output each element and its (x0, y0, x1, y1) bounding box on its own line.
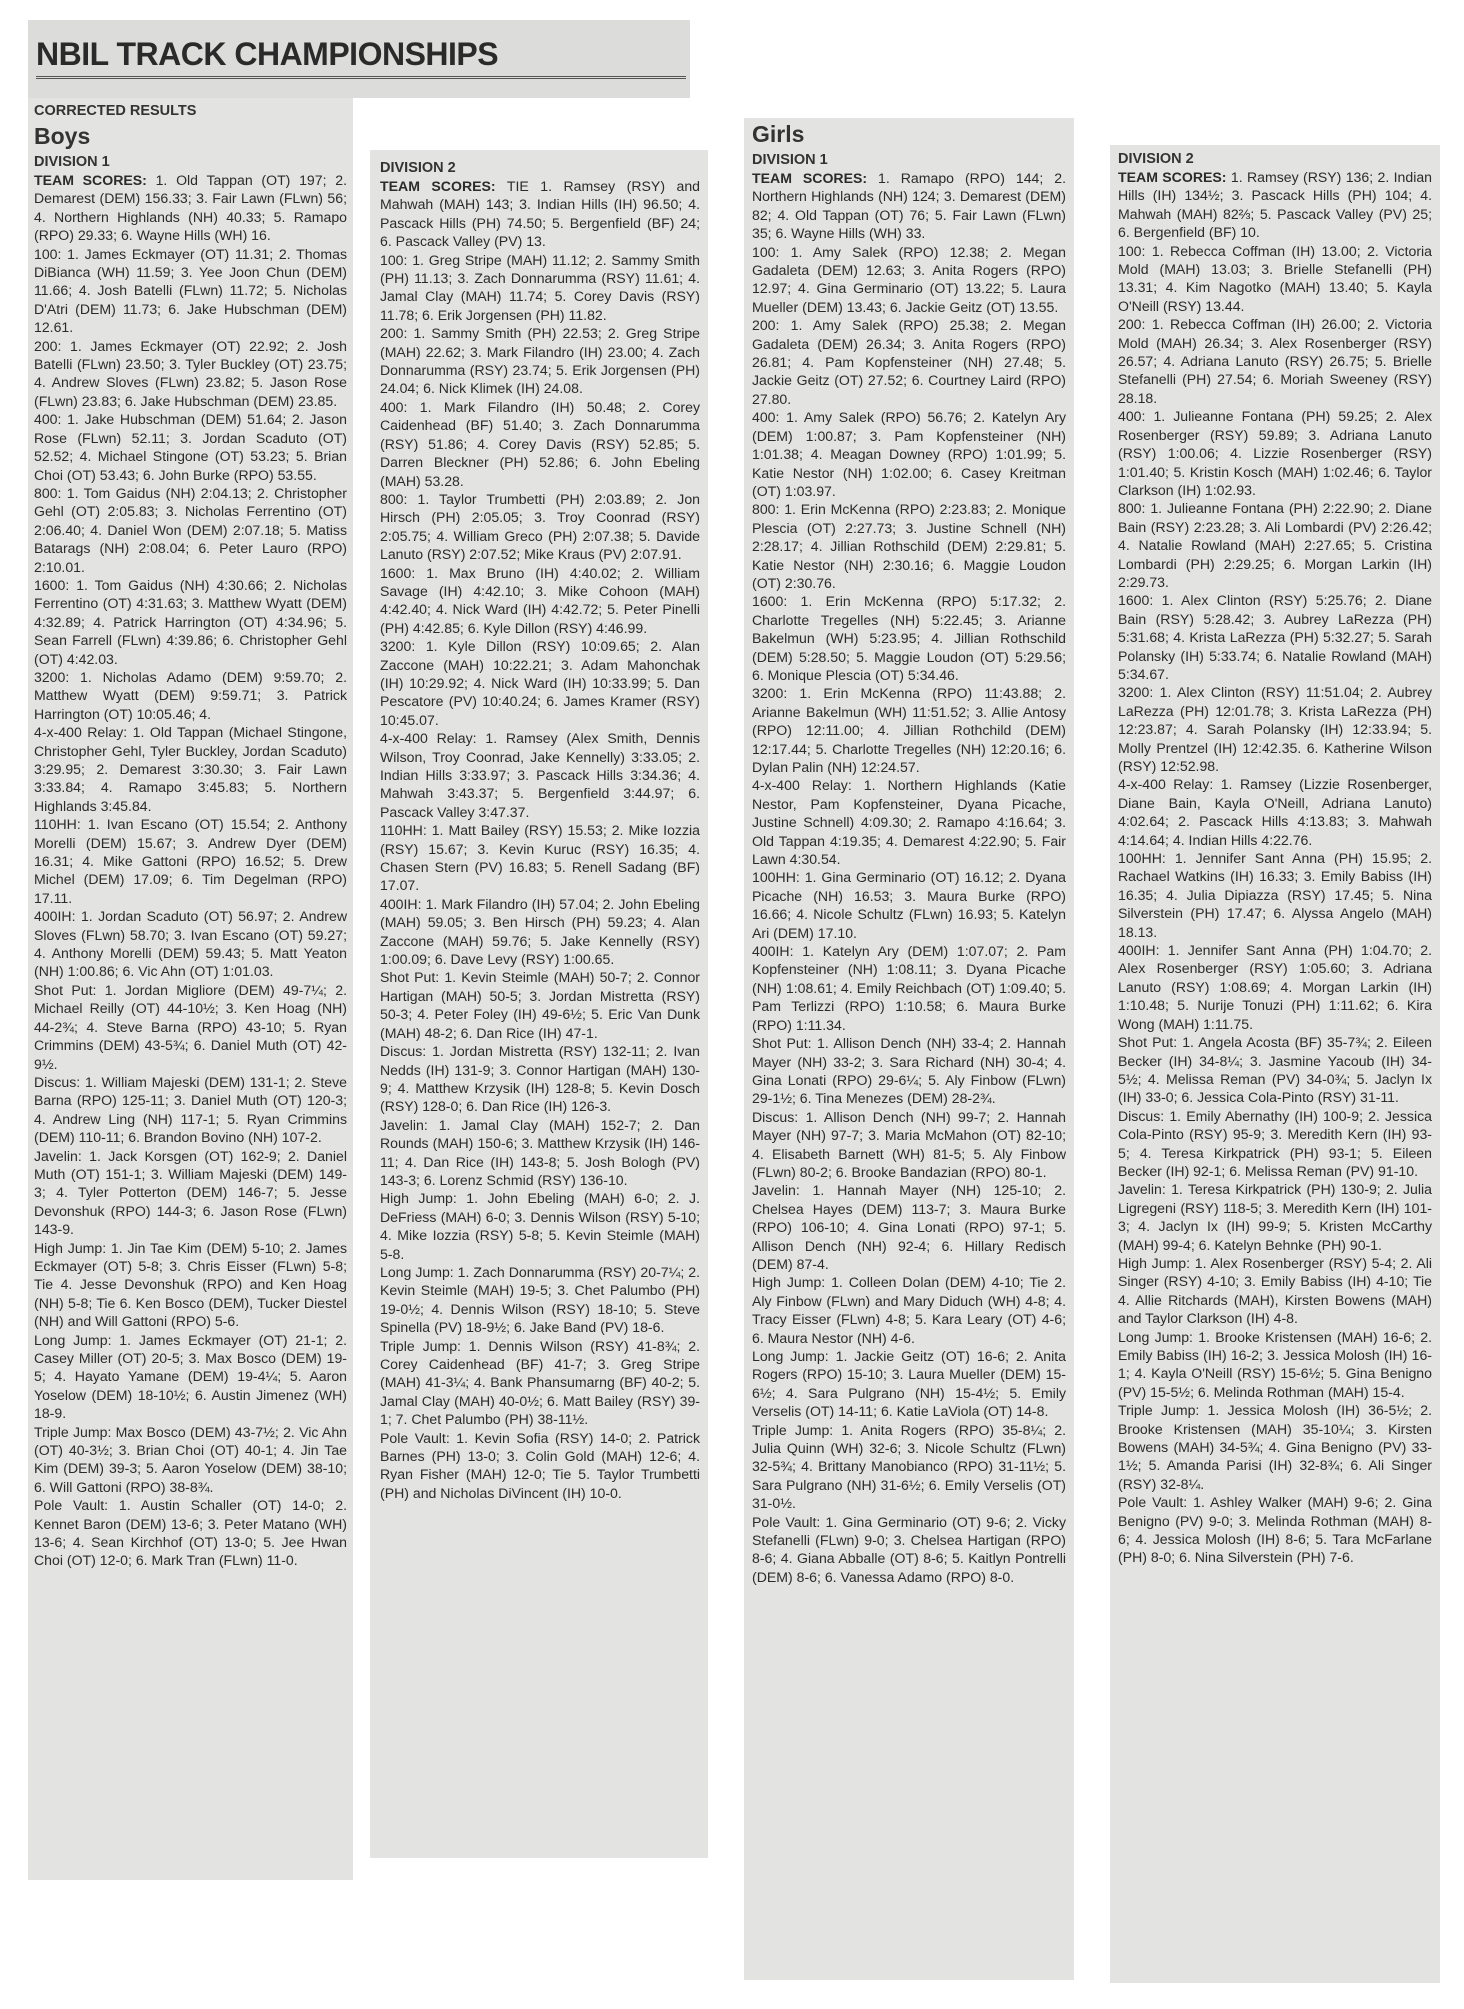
headline-rule (36, 76, 686, 79)
event-result: 400IH: 1. Mark Filandro (IH) 57.04; 2. John Ebeling (MAH) 59.05; 3. Ben Hirsch (PH) 59.23; 4. Alan Zaccone (MAH) 59.76; 5. Jake Kennelly (RSY) 1:00.09; 6. Dave Levy (RSY) 1:00.65. (380, 895, 700, 968)
event-result: 200: 1. Rebecca Coffman (IH) 26.00; 2. Victoria Mold (MAH) 26.34; 3. Alex Rosenberger (RSY) 26.57; 4. Adriana Lanuto (RSY) 26.75; 5. Brielle Stefanelli (PH) 27.54; 6. Moriah Sweeney (RSY) 28.18. (1118, 316, 1432, 406)
event-result: Shot Put: 1. Allison Dench (NH) 33-4; 2. Hannah Mayer (NH) 33-2; 3. Sara Richard (NH) 30-4; 4. Gina Lonati (RPO) 29-6¼; 5. Aly Finbow (FLwn) 29-1½; 6. Tina Menezes (DEM) 28-2¾. (752, 1035, 1066, 1107)
girls-division-2-heading: DIVISION 2 (1118, 151, 1194, 167)
event-result: Discus: 1. Allison Dench (NH) 99-7; 2. Hannah Mayer (NH) 97-7; 3. Maria McMahon (OT) 82-10; 4. Elisabeth Barnett (WH) 81-5; 5. Aly Finbow (FLwn) 80-2; 6. Brooke Bandazian (RPO) 80-1. (752, 1108, 1066, 1180)
event-result: 4-x-400 Relay: 1. Northern Highlands (Katie Nestor, Pam Kopfensteiner, Dyana Picache, Justine Schnell) 4:09.30; 2. Ramapo 4:16.64; 3. Old Tappan 4:19.35; 4. Demarest 4:22.90; 5. Fair Lawn 4:30.54. (752, 777, 1066, 868)
boys-division-2-heading: DIVISION 2 (380, 160, 456, 176)
boys-heading: Boys (34, 123, 91, 149)
event-result: High Jump: 1. Colleen Dolan (DEM) 4-10; Tie 2. Aly Finbow (FLwn) and Mary Diduch (WH) 4-8; 4. Tracy Eisser (FLwn) 4-8; 5. Kara Leary (OT) 4-6; 6. Maura Nestor (NH) 4-6. (752, 1274, 1066, 1346)
event-result: Triple Jump: 1. Dennis Wilson (RSY) 41-8¾; 2. Corey Caidenhead (BF) 41-7; 3. Greg Stripe (MAH) 41-3¼; 4. Bank Phansumarng (BF) 40-2; 5. Jamal Clay (MAH) 40-0½; 6. Matt Bailey (RSY) 39-1; 7. Chet Palumbo (PH) 38-11½. (380, 1337, 700, 1428)
team-scores-text: 1. Old Tappan (OT) 197; 2. Demarest (DEM) 156.33; 3. Fair Lawn (FLwn) 56; 4. Northern Highlands (NH) 40.33; 5. Ramapo (RPO) 29.33; 6. Wayne Hills (WH) 16. (34, 172, 348, 244)
team-scores-text: TIE 1. Ramsey (RSY) and Mahwah (MAH) 143; 3. Indian Hills (IH) 96.50; 4. Pascack Hills (PH) 74.50; 5. Bergenfield (BF) 24; 6. Pascack Valley (PV) 13. (380, 178, 700, 250)
event-result: Pole Vault: 1. Kevin Sofia (RSY) 14-0; 2. Patrick Barnes (PH) 13-0; 3. Colin Gold (MAH) 12-6; 4. Ryan Fisher (MAH) 12-0; Tie 5. Taylor Trumbetti (PH) and Nicholas DiVincent (IH) 10-0. (380, 1429, 700, 1501)
event-result: 800: 1. Erin McKenna (RPO) 2:23.83; 2. Monique Plescia (OT) 2:27.73; 3. Justine Schnell (NH) 2:28.17; 4. Jillian Rothschild (DEM) 2:29.81; 5. Katie Nestor (NH) 2:30.16; 6. Maggie Loudon (OT) 2:30.76. (752, 501, 1066, 591)
event-result: Pole Vault: 1. Ashley Walker (MAH) 9-6; 2. Gina Benigno (PV) 9-0; 3. Melinda Rothman (MAH) 8-6; 4. Jessica Molosh (IH) 8-6; 5. Tara McFarlane (PH) 8-0; 6. Nina Silverstein (PH) 7-6. (1118, 1494, 1432, 1566)
event-result: 1600: 1. Erin McKenna (RPO) 5:17.32; 2. Charlotte Tregelles (NH) 5:22.45; 3. Arianne Bakelmun (WH) 5:23.95; 4. Jillian Rothschild (DEM) 5:28.50; 5. Maggie Loudon (OT) 5:29.56; 6. Monique Plescia (OT) 5:34.46. (752, 593, 1066, 683)
event-result: 110HH: 1. Matt Bailey (RSY) 15.53; 2. Mike Iozzia (RSY) 15.67; 3. Kevin Kuruc (RSY) 16.35; 4. Chasen Stern (PV) 16.83; 5. Renell Sadang (BF) 17.07. (380, 822, 700, 894)
event-result: 100: 1. Greg Stripe (MAH) 11.12; 2. Sammy Smith (PH) 11.13; 3. Zach Donnarumma (RSY) 11.61; 4. Jamal Clay (MAH) 11.74; 5. Corey Davis (RSY) 11.78; 6. Erik Jorgensen (PH) 11.82. (380, 251, 700, 323)
event-result: Discus: 1. Jordan Mistretta (RSY) 132-11; 2. Ivan Nedds (IH) 131-9; 3. Connor Hartigan (MAH) 130-9; 4. Matthew Krzysik (IH) 128-8; 5. Kevin Dosch (RSY) 128-0; 6. Dan Rice (IH) 126-3. (380, 1043, 700, 1115)
event-result: 1600: 1. Alex Clinton (RSY) 5:25.76; 2. Diane Bain (RSY) 5:28.42; 3. Aubrey LaRezza (PH) 5:31.68; 4. Krista LaRezza (PH) 5:32.27; 5. Sarah Polansky (IH) 5:33.74; 6. Natalie Rowland (MAH) 5:34.67. (1118, 592, 1432, 682)
girls-division-2-events (1118, 242, 1432, 1567)
event-result: 1600: 1. Max Bruno (IH) 4:40.02; 2. William Savage (IH) 4:42.10; 3. Mike Cohoon (MAH) 4:42.40; 4. Nick Ward (IH) 4:42.72; 5. Peter Pinelli (PH) 4:42.85; 6. Kyle Dillon (RSY) 4:46.99. (380, 564, 700, 636)
event-result: Javelin: 1. Teresa Kirkpatrick (PH) 130-9; 2. Julia Ligregeni (RSY) 118-5; 3. Meredith Kern (IH) 101-3; 4. Jaclyn Ix (IH) 99-9; 5. Kristen McCarthy (MAH) 99-4; 6. Katelyn Behnke (PH) 90-1. (1118, 1181, 1432, 1253)
team-scores-label: TEAM SCORES: (34, 172, 147, 188)
event-result: 100HH: 1. Gina Germinario (OT) 16.12; 2. Dyana Picache (NH) 16.53; 3. Maura Burke (RPO) 16.66; 4. Nicole Schultz (FLwn) 16.93; 5. Katelyn Ari (DEM) 17.10. (752, 869, 1066, 941)
boys-division-1-team-scores (34, 171, 347, 245)
event-result: 400: 1. Mark Filandro (IH) 50.48; 2. Corey Caidenhead (BF) 51.40; 3. Zach Donnarumma (RSY) 51.86; 4. Corey Davis (RSY) 52.85; 5. Darren Bleckner (PH) 52.86; 6. John Ebeling (MAH) 53.28. (380, 398, 700, 489)
event-result: 4-x-400 Relay: 1. Ramsey (Lizzie Rosenberger, Diane Bain, Kayla O'Neill, Adriana Lanuto) 4:02.64; 2. Pascack Hills 4:13.83; 3. Mahwah 4:14.64; 4. Indian Hills 4:22.76. (1118, 776, 1432, 848)
event-result: 400: 1. Amy Salek (RPO) 56.76; 2. Katelyn Ary (DEM) 1:00.87; 3. Pam Kopfensteiner (NH) 1:01.38; 4. Meagan Downey (RPO) 1:01.99; 5. Katie Nestor (NH) 1:02.00; 6. Casey Kreitman (OT) 1:03.97. (752, 409, 1066, 499)
event-result: 1600: 1. Tom Gaidus (NH) 4:30.66; 2. Nicholas Ferrentino (OT) 4:31.63; 3. Matthew Wyatt (DEM) 4:32.89; 4. Patrick Harrington (OT) 4:34.96; 5. Sean Farrell (FLwn) 4:39.86; 6. Christopher Gehl (OT) 4:42.03. (34, 576, 347, 667)
event-result: 4-x-400 Relay: 1. Ramsey (Alex Smith, Dennis Wilson, Troy Coonrad, Jake Kennelly) 3:33.05; 2. Indian Hills 3:33.97; 3. Pascack Hills 3:34.36; 4. Mahwah 3:43.37; 5. Bergenfield 3:44.97; 6. Pascack Valley 3:47.37. (380, 730, 700, 820)
boys-division-1-heading: DIVISION 1 (34, 154, 110, 170)
event-result: Triple Jump: 1. Jessica Molosh (IH) 36-5½; 2. Brooke Kristensen (MAH) 35-10¼; 3. Kirsten Bowens (MAH) 34-5¾; 4. Gina Benigno (PV) 33-1½; 5. Amanda Parisi (IH) 32-8¾; 6. Ali Singer (RSY) 32-8¼. (1118, 1402, 1432, 1492)
event-result: 3200: 1. Alex Clinton (RSY) 11:51.04; 2. Aubrey LaRezza (PH) 12:01.78; 3. Krista LaRezza (PH) 12:23.87; 4. Sarah Polansky (IH) 12:33.94; 5. Molly Prentzel (IH) 12:42.35. 6. Katherine Wilson (RSY) 12:52.98. (1118, 684, 1432, 774)
girls-division-1-column (744, 118, 1074, 1980)
boys-division-1-column (28, 98, 353, 1880)
event-result: 200: 1. James Eckmayer (OT) 22.92; 2. Josh Batelli (FLwn) 23.50; 3. Tyler Buckley (OT) 23.75; 4. Andrew Sloves (FLwn) 23.82; 5. Jason Rose (FLwn) 23.83; 6. Jake Hubschman (DEM) 23.85. (34, 337, 347, 409)
event-result: 400IH: 1. Jennifer Sant Anna (PH) 1:04.70; 2. Alex Rosenberger (RSY) 1:05.60; 3. Adriana Lanuto (RSY) 1:08.69; 4. Morgan Larkin (IH) 1:10.48; 5. Nurije Tonuzi (PH) 1:11.62; 6. Kira Wong (MAH) 1:11.75. (1118, 942, 1432, 1032)
girls-division-1-events (752, 243, 1066, 1587)
event-result: Javelin: 1. Jack Korsgen (OT) 162-9; 2. Daniel Muth (OT) 151-1; 3. William Majeski (DEM) 149-3; 4. Tyler Potterton (DEM) 146-7; 5. Jesse Devonshuk (RPO) 144-3; 6. Jason Rose (FLwn) 143-9. (34, 1147, 347, 1238)
event-result: 3200: 1. Erin McKenna (RPO) 11:43.88; 2. Arianne Bakelmun (WH) 11:51.52; 3. Allie Antosy (RPO) 12:11.00; 4. Jillian Rothchild (DEM) 12:17.44; 5. Charlotte Tregelles (NH) 12:20.16; 6. Dylan Palin (NH) 12:24.57. (752, 685, 1066, 775)
event-result: 400IH: 1. Jordan Scaduto (OT) 56.97; 2. Andrew Sloves (FLwn) 58.70; 3. Ivan Escano (OT) 59.27; 4. Anthony Morelli (DEM) 59.43; 5. Matt Yeaton (NH) 1:00.86; 6. Vic Ahn (OT) 1:01.03. (34, 908, 347, 980)
event-result: 400IH: 1. Katelyn Ary (DEM) 1:07.07; 2. Pam Kopfensteiner (NH) 1:08.11; 3. Dyana Picache (NH) 1:08.61; 4. Emily Reichbach (OT) 1:09.40; 5. Pam Terlizzi (RPO) 1:10.58; 6. Maura Burke (RPO) 1:11.34. (752, 943, 1066, 1033)
event-result: 100: 1. Rebecca Coffman (IH) 13.00; 2. Victoria Mold (MAH) 13.03; 3. Brielle Stefanelli (PH) 13.31; 4. Kim Nagotko (MAH) 13.40; 5. Kayla O'Neill (RSY) 13.44. (1118, 242, 1432, 314)
girls-division-1-team-scores (752, 169, 1066, 243)
event-result: High Jump: 1. Jin Tae Kim (DEM) 5-10; 2. James Eckmayer (OT) 5-8; 3. Chris Eisser (FLwn) 5-8; Tie 4. Jesse Devonshuk (RPO) and Ken Hoag (NH) 5-8; Tie 6. Ken Bosco (DEM), Tucker Diestel (NH) and Will Gattoni (RPO) 5-6. (34, 1239, 347, 1330)
event-result: Shot Put: 1. Jordan Migliore (DEM) 49-7¼; 2. Michael Reilly (OT) 44-10½; 3. Ken Hoag (NH) 44-2¾; 4. Steve Barna (RPO) 43-10; 5. Ryan Crimmins (DEM) 43-5¾; 6. Daniel Muth (OT) 42-9½. (34, 981, 347, 1072)
team-scores-text: 1. Ramapo (RPO) 144; 2. Northern Highlands (NH) 124; 3. Demarest (DEM) 82; 4. Old Tappan (OT) 76; 5. Fair Lawn (FLwn) 35; 6. Wayne Hills (WH) 33. (752, 170, 1066, 242)
event-result: 200: 1. Sammy Smith (PH) 22.53; 2. Greg Stripe (MAH) 22.62; 3. Mark Filandro (IH) 23.00; 4. Zach Donnarumma (RSY) 23.74; 5. Erik Jorgensen (PH) 24.04; 6. Nick Klimek (IH) 24.08. (380, 325, 700, 397)
event-result: 800: 1. Taylor Trumbetti (PH) 2:03.89; 2. Jon Hirsch (PH) 2:05.05; 3. Troy Coonrad (RSY) 2:05.75; 4. William Greco (PH) 2:07.38; 5. Davide Lanuto (RSY) 2:07.52; Mike Kraus (PV) 2:07.91. (380, 490, 700, 563)
boys-division-1-events (34, 245, 347, 1570)
boys-division-2-events (380, 251, 700, 1503)
event-result: Triple Jump: 1. Anita Rogers (RPO) 35-8¼; 2. Julia Quinn (WH) 32-6; 3. Nicole Schultz (FLwn) 32-5¾; 4. Brittany Manobianco (RPO) 31-11½; 5. Sara Pulgrano (NH) 31-6½; 6. Emily Verselis (OT) 31-0½. (752, 1421, 1066, 1512)
event-result: 3200: 1. Nicholas Adamo (DEM) 9:59.70; 2. Matthew Wyatt (DEM) 9:59.71; 3. Patrick Harrington (OT) 10:05.46; 4. (34, 668, 347, 722)
boys-division-2-column (370, 150, 708, 1858)
event-result: 4-x-400 Relay: 1. Old Tappan (Michael Stingone, Christopher Gehl, Tyler Buckley, Jordan Scaduto) 3:29.95; 2. Demarest 3:30.30; 3. Fair Lawn 3:33.84; 4. Ramapo 3:45.83; 5. Northern Highlands 3:45.84. (34, 724, 347, 814)
event-result: Shot Put: 1. Kevin Steimle (MAH) 50-7; 2. Connor Hartigan (MAH) 50-5; 3. Jordan Mistretta (RSY) 50-3; 4. Peter Foley (IH) 49-6½; 5. Eric Van Dunk (MAH) 48-2; 6. Dan Rice (IH) 47-1. (380, 969, 700, 1041)
girls-division-2-team-scores (1118, 168, 1432, 242)
event-result: 400: 1. Julieanne Fontana (PH) 59.25; 2. Alex Rosenberger (RSY) 59.89; 3. Adriana Lanuto (RSY) 1:00.06; 4. Lizzie Rosenberger (RSY) 1:01.40; 5. Kristin Kosch (MAH) 1:02.46; 6. Taylor Clarkson (IH) 1:02.93. (1118, 408, 1432, 498)
team-scores-label: TEAM SCORES: (1118, 169, 1227, 185)
page-title: NBIL TRACK CHAMPIONSHIPS (36, 36, 499, 72)
event-result: High Jump: 1. Alex Rosenberger (RSY) 5-4; 2. Ali Singer (RSY) 4-10; 3. Emily Babiss (IH) 4-10; Tie 4. Allie Ritchards (MAH), Kirsten Bowens (MAH) and Taylor Clarkson (IH) 4-8. (1118, 1254, 1432, 1327)
event-result: 110HH: 1. Ivan Escano (OT) 15.54; 2. Anthony Morelli (DEM) 15.67; 3. Andrew Dyer (DEM) 16.31; 4. Mike Gattoni (RPO) 16.52; 5. Drew Michel (DEM) 17.09; 6. Tim Degelman (RPO) 17.11. (34, 816, 347, 906)
event-result: High Jump: 1. John Ebeling (MAH) 6-0; 2. J. DeFriess (MAH) 6-0; 3. Dennis Wilson (RSY) 5-10; 4. Mike Iozzia (RSY) 5-8; 5. Kevin Steimle (MAH) 5-8. (380, 1190, 700, 1262)
girls-division-2-column (1110, 145, 1440, 1983)
team-scores-label: TEAM SCORES: (752, 170, 868, 186)
event-result: Pole Vault: 1. Gina Germinario (OT) 9-6; 2. Vicky Stefanelli (FLwn) 9-0; 3. Chelsea Hartigan (RPO) 8-6; 4. Giana Abballe (OT) 8-6; 5. Kaitlyn Pontrelli (DEM) 8-6; 6. Vanessa Adamo (RPO) 8-0. (752, 1513, 1066, 1585)
event-result: Pole Vault: 1. Austin Schaller (OT) 14-0; 2. Kennet Baron (DEM) 13-6; 3. Peter Matano (WH) 13-6; 4. Sean Kirchhof (OT) 13-0; 5. Jee Hwan Choi (OT) 12-0; 6. Mark Tran (FLwn) 11-0. (34, 1497, 347, 1569)
event-result: Triple Jump: Max Bosco (DEM) 43-7½; 2. Vic Ahn (OT) 40-3½; 3. Brian Choi (OT) 40-1; 4. Jin Tae Kim (DEM) 39-3; 5. Aaron Yoselow (DEM) 38-10; 6. Will Gattoni (RPO) 38-8¾. (34, 1423, 347, 1495)
event-result: Javelin: 1. Jamal Clay (MAH) 152-7; 2. Dan Rounds (MAH) 150-6; 3. Matthew Krzysik (IH) 146-11; 4. Dan Rice (IH) 143-8; 5. Josh Bologh (PV) 143-3; 6. Lorenz Schmid (RSY) 136-10. (380, 1116, 700, 1188)
event-result: Shot Put: 1. Angela Acosta (BF) 35-7¾; 2. Eileen Becker (IH) 34-8¼; 3. Jasmine Yacoub (IH) 34-5½; 4. Melissa Reman (PV) 34-0¾; 5. Jaclyn Ix (IH) 33-0; 6. Jessica Cola-Pinto (RSY) 31-11. (1118, 1034, 1432, 1106)
event-result: 100: 1. Amy Salek (RPO) 12.38; 2. Megan Gadaleta (DEM) 12.63; 3. Anita Rogers (RPO) 12.97; 4. Gina Germinario (OT) 13.22; 5. Laura Mueller (DEM) 13.43; 6. Jackie Geitz (OT) 13.55. (752, 243, 1066, 315)
event-result: 200: 1. Amy Salek (RPO) 25.38; 2. Megan Gadaleta (DEM) 26.34; 3. Anita Rogers (RPO) 26.81; 4. Pam Kopfensteiner (NH) 27.48; 5. Jackie Geitz (OT) 27.52; 6. Courtney Laird (RPO) 27.80. (752, 317, 1066, 407)
event-result: 400: 1. Jake Hubschman (DEM) 51.64; 2. Jason Rose (FLwn) 52.11; 3. Jordan Scaduto (OT) 52.52; 4. Michael Stingone (OT) 53.23; 5. Brian Choi (OT) 53.43; 6. John Burke (RPO) 53.55. (34, 411, 347, 483)
event-result: 3200: 1. Kyle Dillon (RSY) 10:09.65; 2. Alan Zaccone (MAH) 10:22.21; 3. Adam Mahonchak (IH) 10:29.92; 4. Nick Ward (IH) 10:33.99; 5. Dan Pescatore (PV) 10:40.24; 6. James Kramer (RSY) 10:45.07. (380, 638, 700, 728)
event-result: Long Jump: 1. Jackie Geitz (OT) 16-6; 2. Anita Rogers (RPO) 15-10; 3. Laura Mueller (DEM) 15-6½; 4. Sara Pulgrano (NH) 15-4½; 5. Emily Verselis (OT) 14-11; 6. Katie LaViola (OT) 14-8. (752, 1348, 1066, 1420)
event-result: 100HH: 1. Jennifer Sant Anna (PH) 15.95; 2. Rachael Watkins (IH) 16.33; 3. Emily Babiss (IH) 16.35; 4. Julia Dipiazza (RSY) 17.45; 5. Nina Silverstein (PH) 17.47; 6. Alyssa Angelo (MAH) 18.13. (1118, 850, 1432, 940)
event-result: 800: 1. Tom Gaidus (NH) 2:04.13; 2. Christopher Gehl (OT) 2:05.83; 3. Nicholas Ferrentino (OT) 2:06.40; 4. Daniel Won (DEM) 2:07.18; 5. Matiss Batarags (NH) 2:08.04; 6. Peter Lauro (RPO) 2:10.01. (34, 484, 347, 575)
corrected-results-kicker: CORRECTED RESULTS (34, 103, 197, 119)
event-result: Long Jump: 1. James Eckmayer (OT) 21-1; 2. Casey Miller (OT) 20-5; 3. Max Bosco (DEM) 19-5; 4. Hayato Yamane (DEM) 19-4¼; 5. Aaron Yoselow (DEM) 18-10½; 6. Austin Jimenez (WH) 18-9. (34, 1331, 347, 1422)
event-result: Discus: 1. Emily Abernathy (IH) 100-9; 2. Jessica Cola-Pinto (RSY) 95-9; 3. Meredith Kern (IH) 93-5; 4. Teresa Kirkpatrick (PH) 93-1; 5. Eileen Becker (IH) 92-1; 6. Melissa Reman (PV) 91-10. (1118, 1107, 1432, 1179)
boys-division-2-team-scores (380, 177, 700, 251)
girls-division-1-heading: DIVISION 1 (752, 152, 828, 168)
event-result: 100: 1. James Eckmayer (OT) 11.31; 2. Thomas DiBianca (WH) 11.59; 3. Yee Joon Chun (DEM) 11.66; 4. Josh Batelli (FLwn) 11.72; 5. Nicholas D'Atri (DEM) 11.73; 6. Jake Hubschman (DEM) 12.61. (34, 245, 347, 336)
event-result: Discus: 1. William Majeski (DEM) 131-1; 2. Steve Barna (RPO) 125-11; 3. Daniel Muth (OT) 120-3; 4. Andrew Ling (NH) 117-1; 5. Ryan Crimmins (DEM) 110-11; 6. Brandon Bovino (NH) 107-2. (34, 1073, 347, 1146)
headline-banner (28, 20, 690, 98)
event-result: Long Jump: 1. Zach Donnarumma (RSY) 20-7¼; 2. Kevin Steimle (MAH) 19-5; 3. Chet Palumbo (PH) 19-0½; 4. Dennis Wilson (RSY) 18-10; 5. Steve Spinella (PV) 18-9½; 6. Jake Band (PV) 18-6. (380, 1263, 700, 1336)
event-result: Long Jump: 1. Brooke Kristensen (MAH) 16-6; 2. Emily Babiss (IH) 16-2; 3. Jessica Molosh (IH) 16-1; 4. Kayla O'Neill (RSY) 15-6½; 5. Gina Benigno (PV) 15-5½; 6. Melinda Rothman (MAH) 15-4. (1118, 1328, 1432, 1400)
event-result: Javelin: 1. Hannah Mayer (NH) 125-10; 2. Chelsea Hayes (DEM) 113-7; 3. Maura Burke (RPO) 106-10; 4. Gina Lonati (RPO) 97-1; 5. Allison Dench (NH) 92-4; 6. Hillary Redisch (DEM) 87-4. (752, 1182, 1066, 1272)
girls-heading: Girls (752, 121, 805, 147)
team-scores-label: TEAM SCORES: (380, 178, 496, 194)
team-scores-text: 1. Ramsey (RSY) 136; 2. Indian Hills (IH) 134½; 3. Pascack Hills (PH) 104; 4. Mahwah (MAH) 82⅔; 5. Pascack Valley (PV) 25; 6. Bergenfield (BF) 10. (1118, 169, 1432, 241)
event-result: 800: 1. Julieanne Fontana (PH) 2:22.90; 2. Diane Bain (RSY) 2:23.28; 3. Ali Lombardi (PV) 2:26.42; 4. Natalie Rowland (MAH) 2:27.65; 5. Cristina Lombardi (PH) 2:29.25; 6. Morgan Larkin (IH) 2:29.73. (1118, 500, 1432, 590)
